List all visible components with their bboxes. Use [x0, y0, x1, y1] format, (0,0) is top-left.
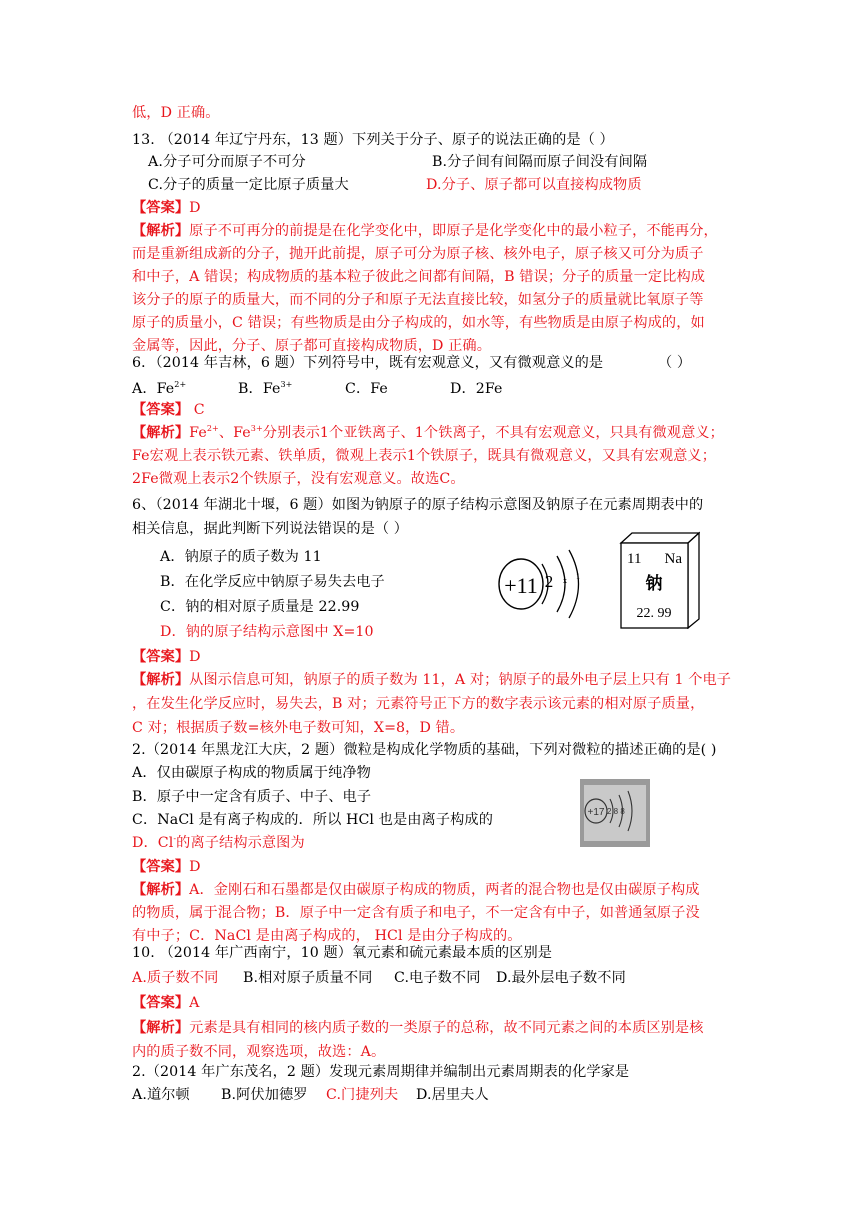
- q6b-option-d: D．钠的原子结构示意图中 X=10: [160, 624, 374, 640]
- q13-option-a: A.分子可分而原子不可分: [148, 154, 306, 170]
- q13-analysis-line-5: 原子的质量小，C 错误；有些物质是由分子构成的，如水等，有些物质是由原子构成的，如: [132, 315, 705, 331]
- answer-value: A: [189, 995, 200, 1011]
- element-symbol: Na: [664, 551, 682, 567]
- shell-arc-3: [569, 550, 579, 618]
- charge-superscript: 2+: [174, 380, 187, 389]
- charge-superscript: 2+: [206, 424, 219, 433]
- answer-tag: 【答案】: [132, 649, 190, 665]
- analysis-text: 元素是具有相同的核内质子数的一类原子的总称，故不同元素之间的本质区别是核: [189, 1020, 704, 1036]
- q13-stem: 13. （2014 年辽宁丹东，13 题）下列关于分子、原子的说法正确的是（ ）: [132, 132, 614, 148]
- element-name: 钠: [645, 574, 663, 594]
- q2a-option-c: C．NaCl 是有离子构成的．所以 HCl 也是由离子构成的: [132, 812, 493, 828]
- option-text: B．Fe: [238, 381, 281, 397]
- q13-analysis-line-4: 该分子的原子的质量大，而不同的分子和原子无法直接比较，如氢分子的质量就比氧原子等: [132, 292, 704, 308]
- q2b-option-d: D.居里夫人: [416, 1087, 489, 1103]
- option-text: A．Fe: [132, 381, 175, 397]
- q2a-answer-line: [132, 855, 201, 879]
- answer-tag: 【答案】: [132, 200, 190, 216]
- prev-analysis-tail: 低，D 正确。: [132, 105, 220, 121]
- option-text: 的离子结构示意图为: [176, 835, 305, 851]
- atomic-number: 11: [627, 551, 642, 567]
- shell-electrons-2: x: [563, 576, 567, 585]
- q13-analysis-line-3: 和中子，A 错误；构成物质的基本粒子彼此之间都有间隔，B 错误；分子的质量一定比构成: [132, 269, 706, 285]
- q2b-option-c: C.门捷列夫: [326, 1087, 399, 1103]
- q2a-stem: 2.（2014 年黑龙江大庆，2 题）微粒是构成化学物质的基础，下列对微粒的描述正确的是( ): [132, 742, 717, 758]
- shell-electrons-3: 1: [576, 572, 580, 581]
- analysis-tag: 【解析】: [132, 672, 190, 688]
- q10-analysis-line-1: [132, 1016, 704, 1040]
- q10-option-c: C.电子数不同: [394, 970, 481, 986]
- chloride-ion-diagram: [580, 779, 650, 847]
- q6a-option-c: C．Fe: [345, 381, 388, 397]
- option-text: D．Cl: [132, 835, 174, 851]
- analysis-text: A．金刚石和石墨都是仅由碳原子构成的物质，两者的混合物也是仅由碳原子构成: [189, 882, 700, 898]
- answer-value: D: [189, 649, 201, 665]
- q6b-answer-line: [132, 645, 201, 669]
- q6a-analysis-line-3: 2Fe微观上表示2个铁原子，没有宏观意义。故选C。: [132, 471, 465, 487]
- answer-tag: 【答案】: [132, 402, 190, 418]
- cube-side-face: [688, 533, 699, 628]
- charge-superscript: -: [173, 834, 177, 843]
- analysis-tag: 【解析】: [132, 1020, 190, 1036]
- ion-nucleus-charge: +17: [587, 807, 605, 818]
- chloride-ion-structure-image: [580, 779, 650, 847]
- q10-option-a: A.质子数不同: [132, 970, 219, 986]
- q2a-analysis-line-3: 有中子；C．NaCl 是由离子构成的， HCl 是由分子构成的。: [132, 928, 522, 944]
- q6a-option-d: D．2Fe: [450, 381, 503, 397]
- q13-option-b: B.分子间有间隔而原子间没有间隔: [432, 154, 648, 170]
- q2b-option-b: B.阿伏加德罗: [221, 1087, 308, 1103]
- q13-analysis-line-2: 而是重新组成新的分子，抛开此前提，原子可分为原子核、核外电子，原子核又可分为质子: [132, 246, 704, 262]
- answer-value: C: [189, 402, 205, 418]
- shell-electrons-1: 2: [544, 572, 554, 591]
- analysis-text: 分别表示1个亚铁离子、1个铁离子，不具有宏观意义，只具有微观意义；: [262, 425, 724, 441]
- q6b-analysis-line-3: C 对；根据质子数=核外电子数可知，X=8，D 错。: [132, 720, 465, 736]
- q6b-stem-line-1: 6、（2014 年湖北十堰，6 题）如图为钠原子的原子结构示意图及钠原子在元素周期表中的: [132, 497, 704, 513]
- q13-analysis-line-6: 金属等，因此，分子、原子都可直接构成物质，D 正确。: [132, 338, 491, 354]
- charge-superscript: 3+: [280, 380, 293, 389]
- q6a-analysis-line-2: Fe宏观上表示铁元素、铁单质，微观上表示1个铁原子，既具有微观意义，又具有宏观意义；: [132, 448, 717, 464]
- q2b-option-a: A.道尔顿: [132, 1087, 190, 1103]
- sodium-atom-structure-diagram: [494, 540, 594, 626]
- ion-shell-electrons: 2 8 8: [607, 807, 625, 816]
- periodic-table-cell: [618, 531, 700, 629]
- q6a-option-b: [238, 377, 292, 401]
- analysis-text: 原子不可再分的前提是在化学变化中，即原子是化学变化中的最小粒子，不能再分，: [189, 223, 718, 239]
- q13-answer-line: [132, 196, 201, 220]
- atomic-mass: 22. 99: [636, 606, 672, 621]
- q6a-analysis-line-1: [132, 421, 724, 445]
- q10-option-b: B.相对原子质量不同: [243, 970, 373, 986]
- q6b-analysis-line-2: ，在发生化学反应时，易失去，B 对；元素符号正下方的数字表示该元素的相对原子质量，: [132, 696, 705, 712]
- nucleus-charge: +11: [504, 573, 538, 598]
- answer-tag: 【答案】: [132, 859, 190, 875]
- q2b-stem: 2.（2014 年广东茂名，2 题）发现元素周期律并编制出元素周期表的化学家是: [132, 1064, 630, 1080]
- q10-analysis-line-2: 内的质子数不同，观察选项，故选：A。: [132, 1044, 386, 1060]
- q2a-option-d: [132, 831, 305, 855]
- q10-answer-line: [132, 991, 200, 1015]
- analysis-tag: 【解析】: [132, 223, 190, 239]
- q6a-stem: 6．（2014 年吉林，6 题）下列符号中，既有宏观意义，又有微观意义的是: [132, 355, 604, 371]
- q6b-option-c: C．钠的相对原子质量是 22.99: [160, 599, 360, 615]
- q6a-answer-line: [132, 398, 205, 422]
- cube-top-face: [621, 533, 699, 543]
- q2a-option-a: A．仅由碳原子构成的物质属于纯净物: [132, 765, 371, 781]
- q2a-option-b: B．原子中一定含有质子、中子、电子: [132, 789, 372, 805]
- q6b-stem-line-2: 相关信息，据此判断下列说法错误的是（ ）: [132, 521, 409, 537]
- q13-option-c: C.分子的质量一定比原子质量大: [148, 177, 349, 193]
- analysis-tag: 【解析】: [132, 882, 190, 898]
- analysis-text: Fe: [189, 425, 207, 441]
- q13-option-d: D.分子、原子都可以直接构成物质: [426, 177, 642, 193]
- q10-stem: 10. （2014 年广西南宁，10 题）氧元素和硫元素最本质的区别是: [132, 945, 553, 961]
- q13-analysis-line-1: [132, 219, 718, 243]
- analysis-text: 从图示信息可知，钠原子的质子数为 11，A 对；钠原子的最外电子层上只有 1 个电子: [189, 672, 732, 688]
- charge-superscript: 3+: [250, 424, 263, 433]
- q6b-analysis-line-1: [132, 668, 731, 692]
- q6b-option-a: A．钠原子的质子数为 11: [160, 549, 322, 565]
- answer-tag: 【答案】: [132, 995, 190, 1011]
- q2a-analysis-line-2: 的物质，属于混合物；B．原子中一定含有质子和电子，不一定含有中子，如普通氢原子没: [132, 905, 700, 921]
- answer-value: D: [189, 200, 201, 216]
- q6a-paren: （ ）: [658, 355, 692, 371]
- q2a-analysis-line-1: [132, 878, 700, 902]
- analysis-tag: 【解析】: [132, 425, 190, 441]
- q10-option-d: D.最外层电子数不同: [496, 970, 626, 986]
- analysis-text: 、Fe: [218, 425, 251, 441]
- answer-value: D: [189, 859, 201, 875]
- q6b-option-b: B．在化学反应中钠原子易失去电子: [160, 574, 385, 590]
